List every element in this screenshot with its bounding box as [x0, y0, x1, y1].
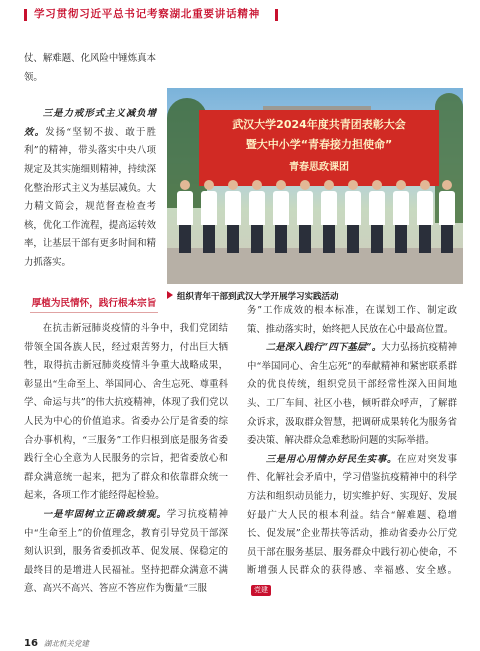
header-title: 学习贯彻习近平总书记考察湖北重要讲话精神: [34, 8, 260, 20]
paragraph: [247, 451, 457, 600]
paragraph: [24, 506, 228, 599]
photo-person: [249, 180, 265, 253]
section-heading-rule: [30, 312, 158, 313]
paragraph-body: 发扬“坚韧不拔、敢于胜利”的精神，带头落实中央八项规定及其实施细则精神，持续深化整治形式主义为基层减负。大力精文简会，规范督查检查考核，优化工作流程，提高运转效率，让基层干部有更多时间和精力抓落实。: [24, 126, 156, 268]
banner-line: 暨大中小学“青春接力担使命”: [245, 138, 393, 151]
paragraph: 仗、解难题、化风险中锤炼真本领。: [24, 53, 156, 83]
page-header: [0, 0, 480, 26]
photo-person: [297, 180, 313, 253]
paragraph-lead: 二是深入践行“四下基层”。: [265, 342, 382, 354]
left-top-text: [24, 50, 156, 273]
photo-person: [345, 180, 361, 253]
paragraph-body: 大力弘扬抗疫精神中“举国同心、舍生忘死”的奉献精神和紧密联系群众的优良传统，组织党员干部经常性深入田间地头、工厂车间、社区小巷，倾听群众呼声，了解群众诉求，汲取群众智慧，把调研成果转化为服务省委决策、解决群众急难愁盼问题的实际举措。: [247, 342, 457, 447]
paragraph: [247, 339, 457, 451]
banner-line: 武汉大学2024年度共青团表彰大会: [232, 118, 406, 131]
magazine-name: 湖北机关党建: [43, 639, 89, 648]
photo-person: [439, 180, 455, 253]
page-footer: [24, 631, 224, 649]
page-number: 16: [24, 638, 38, 649]
paragraph-lead: 三是用心用情办好民生实事。: [265, 453, 398, 465]
photo-person: [201, 180, 217, 253]
paragraph-body: 在应对突发事件、化解社会矛盾中，学习借鉴抗疫精神中的科学方法和组织动员能力，切实维护好、实现好、发展好最广大人民的根本利益。结合“解难题、稳增长、促发展”企业帮扶等活动，推动省委办公厅党员干部在服务基层、服务群众中践行初心使命，不断增强人民群众的获得感、幸福感、安全感。: [247, 453, 457, 577]
header-bar-right: [275, 9, 278, 21]
banner-line: 青春思政课团: [289, 162, 349, 173]
photo-person: [273, 180, 289, 253]
photo-person: [225, 180, 241, 253]
event-photo: [167, 88, 463, 284]
paragraph-lead: 一是牢固树立正确政绩观。: [42, 508, 167, 520]
right-text: [247, 302, 457, 600]
photo-person: [369, 180, 385, 253]
photo-banner: [199, 110, 439, 186]
paragraph: [24, 105, 156, 272]
photo-person: [177, 180, 193, 253]
photo-person: [417, 180, 433, 253]
paragraph: 务”工作成效的根本标准，在谋划工作、制定政策、推动落实时，始终把人民放在心中最高位置。: [247, 305, 457, 335]
section-heading: 厚植为民情怀，践行根本宗旨: [31, 298, 157, 309]
paragraph: 在抗击新冠肺炎疫情的斗争中，我们党团结带领全国各族人民，经过艰苦努力，付出巨大牺牲，取得抗击新冠肺炎疫情斗争重大战略成果，彰显出“生命至上、举国同心、舍生忘死、尊重科学、命运与共”的伟大抗疫精神，体现了我们党以人民为中心的价值追求。省委办公厅是省委的综合办事机构，“三服务”工作归根到底是服务省委践行全心全意为人民服务的宗旨，把省委放心和群众满意统一起来，把为了群众和依靠群众统一起来，各项工作才能经得起检验。: [24, 323, 228, 502]
caption-triangle-icon: [167, 291, 173, 299]
photo-ground: [167, 248, 463, 284]
end-mark-badge: 党建: [251, 585, 271, 596]
caption-text: 组织青年干部到武汉大学开展学习实践活动: [177, 292, 339, 302]
paragraph-body: 学习抗疫精神中“生命至上”的价值理念，教育引导党员干部深刻认识到，服务省委抓改革、促发展、保稳定的最终目的是增进人民福祉。坚持把群众满意不满意、高兴不高兴、答应不答应作为衡量“三服: [24, 508, 228, 595]
photo-person: [321, 180, 337, 253]
header-bar-left: [24, 9, 27, 21]
left-bottom-text: [24, 320, 228, 599]
photo-person: [393, 180, 409, 253]
paragraph-lead: 三是力戒形式主义减负增效。: [24, 108, 156, 138]
